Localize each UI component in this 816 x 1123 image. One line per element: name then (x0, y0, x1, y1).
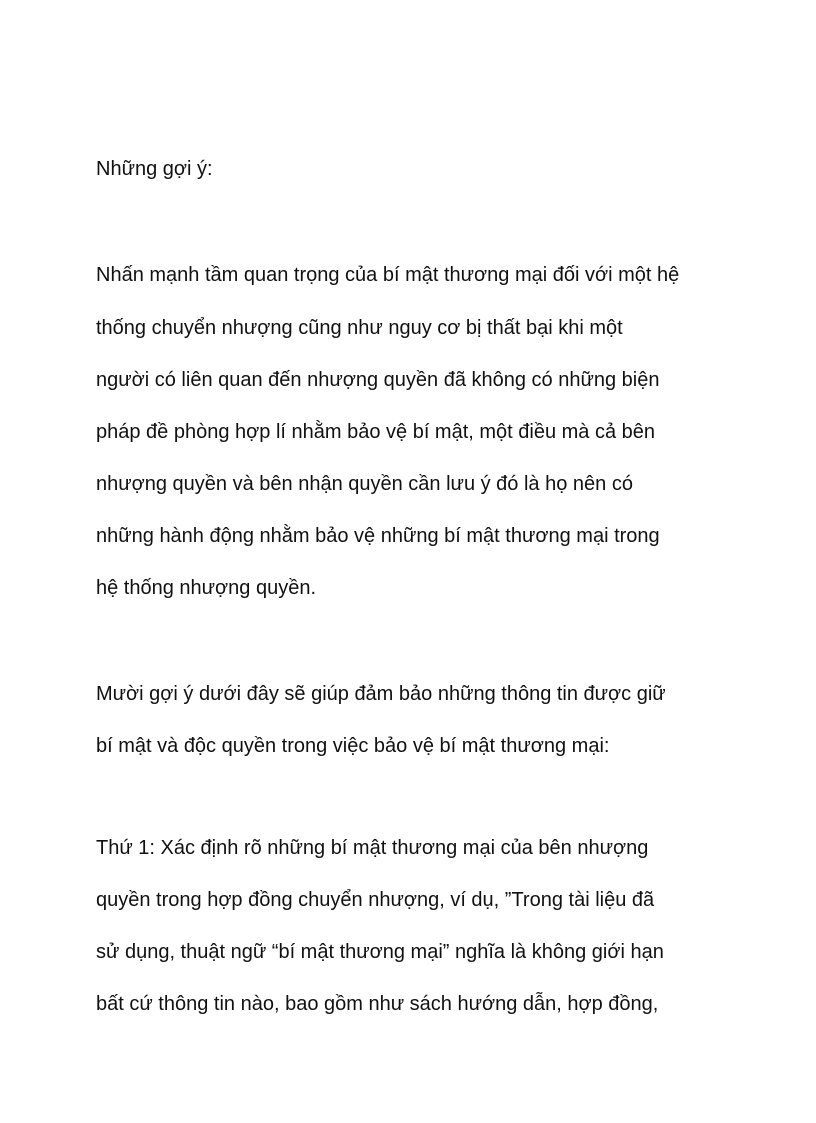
paragraph-1-line-4: pháp đề phòng hợp lí nhằm bảo vệ bí mật, một điều mà cả bên (96, 421, 656, 443)
paragraph-1-line-5: nhượng quyền và bên nhận quyền cần lưu ý đó là họ nên có (96, 473, 633, 495)
paragraph-2-line-1: Mười gợi ý dưới đây sẽ giúp đảm bảo những thông tin được giữ (96, 683, 666, 705)
paragraph-1-line-1: Nhấn mạnh tầm quan trọng của bí mật thương mại đối với một hệ (96, 264, 680, 286)
paragraph-2-line-2: bí mật và độc quyền trong việc bảo vệ bí mật thương mại: (96, 735, 610, 757)
paragraph-3-line-2: quyền trong hợp đồng chuyển nhượng, ví dụ, ”Trong tài liệu đã (96, 889, 655, 911)
paragraph-3-line-3: sử dụng, thuật ngữ “bí mật thương mại” nghĩa là không giới hạn (96, 941, 664, 963)
paragraph-1-line-6: những hành động nhằm bảo vệ những bí mật thương mại trong (96, 525, 660, 547)
heading: Những gợi ý: (96, 158, 213, 180)
paragraph-1-line-7: hệ thống nhượng quyền. (96, 577, 317, 599)
paragraph-1-line-3: người có liên quan đến nhượng quyền đã không có những biện (96, 369, 660, 391)
paragraph-1-line-2: thống chuyển nhượng cũng như nguy cơ bị thất bại khi một (96, 317, 623, 339)
paragraph-3-line-1: Thứ 1: Xác định rõ những bí mật thương mại của bên nhượng (96, 837, 649, 859)
paragraph-3-line-4: bất cứ thông tin nào, bao gồm như sách hướng dẫn, hợp đồng, (96, 993, 659, 1015)
